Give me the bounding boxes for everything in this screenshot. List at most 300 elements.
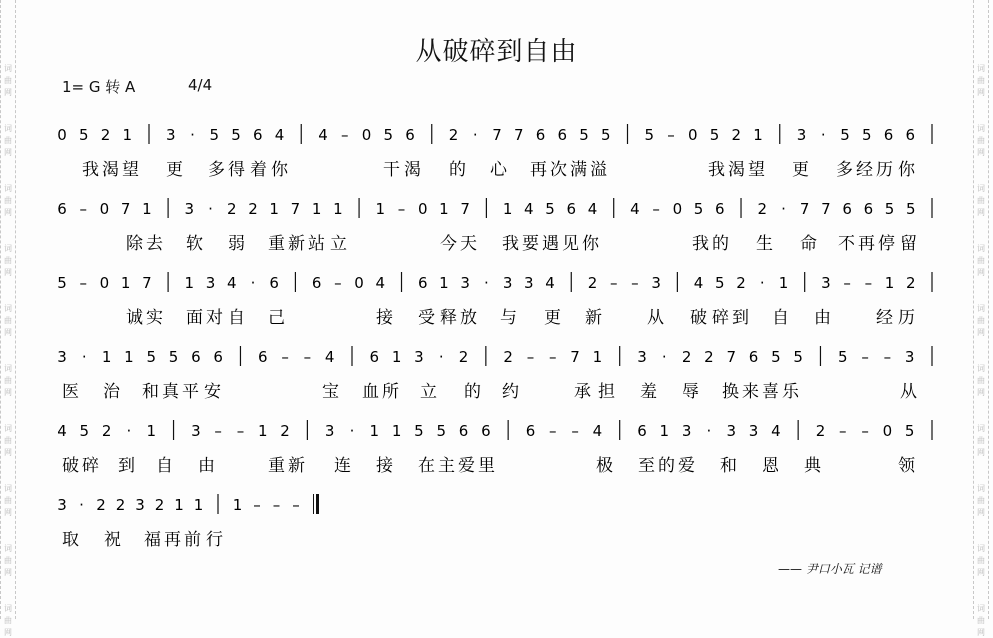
lyric-char: 行: [206, 530, 223, 550]
note: 3: [748, 422, 759, 440]
dot-mark: ·: [706, 422, 712, 440]
lyric-char: 由: [198, 456, 215, 476]
lyric-char: 站: [308, 234, 325, 254]
lyric-char: 至: [638, 456, 655, 476]
lyric-char: 要: [522, 234, 539, 254]
lyric-char: 到: [732, 308, 749, 328]
note: 0: [99, 200, 110, 218]
watermark-glyph: 曲: [4, 136, 12, 145]
lyric-char: 由: [814, 308, 831, 328]
note: 4: [57, 422, 67, 440]
dash-mark: –: [864, 274, 873, 292]
lyric-char: 从: [647, 308, 664, 328]
lyric-char: 的: [712, 234, 729, 254]
note: 5: [840, 126, 850, 144]
lyric-char: 渴: [404, 160, 421, 180]
lyric-char: 的: [464, 382, 481, 402]
watermark-glyph: 曲: [4, 316, 12, 325]
note: 2: [100, 126, 111, 144]
note: 1: [369, 422, 380, 440]
note: 2: [115, 496, 126, 514]
note: 2: [815, 422, 826, 440]
note: 1: [502, 200, 513, 218]
lyric-char: 自: [228, 308, 245, 328]
lyric-char: 望: [122, 160, 139, 180]
lyric-char: 喜: [762, 382, 779, 402]
dash-mark: –: [341, 126, 349, 144]
watermark-glyph: 曲: [4, 256, 12, 265]
note: 6: [883, 126, 894, 144]
note: 3: [796, 126, 807, 144]
lyric-char: 真: [162, 382, 179, 402]
note: 3: [726, 422, 737, 440]
note: 4: [524, 200, 534, 218]
note: 2: [503, 348, 513, 366]
lyric-char: 遇: [542, 234, 559, 254]
lyric-char: 更: [792, 160, 809, 180]
watermark-glyph: 网: [4, 568, 12, 577]
lyric-char: 前: [184, 530, 201, 550]
note: 5: [644, 126, 655, 144]
lyric-char: 自: [156, 456, 173, 476]
lyric-char: 极: [596, 456, 613, 476]
watermark-glyph: 网: [4, 508, 12, 517]
dot-mark: ·: [126, 422, 132, 440]
note: 6: [637, 422, 647, 440]
lyric-char: 你: [582, 234, 599, 254]
note: 6: [481, 422, 491, 440]
note: 5: [78, 126, 89, 144]
transcriber-credit: —— 尹口小瓦 记谱: [778, 562, 882, 576]
watermark-glyph: 曲: [977, 556, 985, 565]
dot-mark: ·: [661, 348, 667, 366]
note: 4: [324, 348, 335, 366]
lyric-char: 到: [118, 456, 135, 476]
note: 6: [748, 348, 759, 366]
lyric-char: 弱: [228, 234, 245, 254]
note: 7: [460, 200, 470, 218]
dot-mark: ·: [781, 200, 786, 218]
dash-mark: –: [549, 348, 557, 366]
watermark-glyph: 词: [4, 424, 12, 433]
lyric-char: 新: [288, 234, 305, 254]
note: 2: [96, 496, 106, 514]
note: 1: [142, 200, 152, 218]
watermark-glyph: 网: [977, 328, 985, 337]
lyric-char: 我: [82, 160, 99, 180]
dash-mark: –: [253, 496, 261, 514]
lyric-char: 溢: [590, 160, 607, 180]
lyric-char: 得: [228, 160, 245, 180]
note: 1: [101, 348, 112, 366]
dash-mark: –: [272, 496, 281, 514]
dash-mark: –: [334, 274, 342, 292]
lyric-char: 乐: [782, 382, 799, 402]
dash-mark: –: [526, 348, 535, 366]
lyric-char: 你: [271, 160, 288, 180]
note: 1: [146, 422, 157, 440]
note: 2: [704, 348, 714, 366]
note: 2: [448, 126, 459, 144]
watermark-glyph: 网: [4, 88, 12, 97]
watermark-glyph: 网: [4, 148, 12, 157]
lyric-char: 你: [898, 160, 915, 180]
watermark-glyph: 网: [4, 448, 12, 457]
note: 2: [248, 200, 258, 218]
lyric-char: 新: [585, 308, 602, 328]
dot-mark: ·: [483, 274, 489, 292]
note: 0: [687, 126, 698, 144]
watermark-glyph: 词: [4, 484, 12, 493]
note: 2: [736, 274, 746, 292]
lyric-char: 多: [836, 160, 853, 180]
watermark-glyph: 网: [977, 628, 985, 637]
watermark-glyph: 网: [977, 208, 985, 217]
lyric-char: 安: [204, 382, 221, 402]
lyric-char: 辱: [682, 382, 699, 402]
lyric-char: 除: [126, 234, 143, 254]
lyric-char: 平: [182, 382, 199, 402]
dash-mark: –: [549, 422, 557, 440]
lyric-char: 生: [756, 234, 773, 254]
dash-mark: –: [281, 348, 289, 366]
note: 1: [232, 496, 243, 514]
note: 7: [513, 126, 524, 144]
note: 7: [726, 348, 737, 366]
lyric-char: 渴: [728, 160, 745, 180]
note: 7: [821, 200, 831, 218]
watermark-glyph: 网: [977, 448, 985, 457]
lyric-char: 祝: [104, 530, 121, 550]
lyric-char: 血: [362, 382, 379, 402]
lyric-char: 接: [376, 308, 393, 328]
lyric-char: 典: [804, 456, 821, 476]
note: 4: [587, 200, 598, 218]
note: 7: [799, 200, 810, 218]
note: 5: [414, 422, 424, 440]
dash-mark: –: [839, 422, 847, 440]
note: 2: [906, 274, 916, 292]
note: 5: [715, 274, 725, 292]
lyric-char: 满: [570, 160, 587, 180]
lyric-char: 我: [708, 160, 725, 180]
note: 1: [439, 274, 449, 292]
lyric-char: 命: [800, 234, 817, 254]
note: 1: [333, 200, 343, 218]
lyric-char: 经: [876, 308, 893, 328]
dot-mark: ·: [472, 126, 478, 144]
note: 0: [57, 126, 67, 144]
dash-mark: –: [631, 274, 639, 292]
watermark-glyph: 词: [4, 184, 12, 193]
note: 5: [693, 200, 704, 218]
dash-mark: –: [883, 348, 892, 366]
watermark-glyph: 曲: [4, 436, 12, 445]
watermark-glyph: 曲: [977, 316, 985, 325]
note: 5: [861, 126, 872, 144]
lyric-char: 承: [574, 382, 591, 402]
dot-mark: ·: [820, 126, 826, 144]
note: 6: [252, 126, 263, 144]
lyric-char: 与: [500, 308, 517, 328]
note: 3: [414, 348, 424, 366]
dash-mark: –: [861, 422, 869, 440]
note: 3: [324, 422, 335, 440]
note: 6: [405, 126, 415, 144]
note: 5: [771, 348, 781, 366]
note: 0: [672, 200, 683, 218]
note: 0: [417, 200, 428, 218]
note: 1: [753, 126, 763, 144]
dot-mark: ·: [759, 274, 765, 292]
dot-mark: ·: [208, 200, 213, 218]
dash-mark: –: [214, 422, 222, 440]
watermark-glyph: 曲: [4, 496, 12, 505]
watermark-glyph: 网: [977, 268, 985, 277]
lyric-char: 天: [460, 234, 477, 254]
note: 6: [842, 200, 852, 218]
note: 6: [863, 200, 874, 218]
lyric-char: 从: [900, 382, 917, 402]
note: 3: [165, 126, 176, 144]
watermark-glyph: 网: [977, 388, 985, 397]
note: 5: [209, 126, 220, 144]
note: 0: [99, 274, 110, 292]
watermark-glyph: 曲: [977, 196, 985, 205]
note: 5: [168, 348, 179, 366]
lyric-char: 换: [722, 382, 739, 402]
note: 7: [290, 200, 301, 218]
note: 3: [681, 422, 692, 440]
note: 1: [120, 274, 131, 292]
note: 4: [545, 274, 555, 292]
dot-mark: ·: [81, 348, 87, 366]
watermark-glyph: 网: [4, 388, 12, 397]
lyric-char: 羞: [640, 382, 657, 402]
lyric-char: 再: [530, 160, 547, 180]
watermark-glyph: 曲: [977, 76, 985, 85]
note: 6: [458, 422, 469, 440]
note: 1: [174, 496, 184, 514]
note: 6: [257, 348, 268, 366]
lyric-char: 心: [490, 160, 507, 180]
note: 1: [311, 200, 322, 218]
lyric-char: 经: [856, 160, 873, 180]
lyric-char: 更: [544, 308, 561, 328]
note: 5: [579, 126, 589, 144]
lyric-char: 自: [772, 308, 789, 328]
note: 2: [587, 274, 598, 292]
note: 7: [492, 126, 502, 144]
note: 4: [226, 274, 237, 292]
lyric-char: 领: [898, 456, 915, 476]
watermark-glyph: 曲: [4, 556, 12, 565]
note: 5: [57, 274, 67, 292]
note: 5: [709, 126, 720, 144]
note: 3: [184, 200, 195, 218]
lyric-char: 着: [250, 160, 267, 180]
note: 1: [257, 422, 268, 440]
dash-mark: –: [652, 200, 660, 218]
watermark-glyph: 词: [977, 604, 985, 613]
note: 2: [226, 200, 237, 218]
note: 5: [600, 126, 611, 144]
watermark-glyph: 词: [977, 304, 985, 313]
note: 5: [231, 126, 241, 144]
note: 5: [884, 200, 895, 218]
lyric-char: 连: [334, 456, 351, 476]
note: 6: [311, 274, 322, 292]
note: 3: [637, 348, 647, 366]
note: 7: [142, 274, 152, 292]
note: 0: [882, 422, 893, 440]
note: 4: [375, 274, 386, 292]
note: 1: [592, 348, 603, 366]
time-signature: 4/4: [188, 76, 213, 94]
lyric-char: 重: [268, 456, 285, 476]
lyric-char: 取: [62, 530, 79, 550]
note: 6: [191, 348, 201, 366]
note: 5: [837, 348, 848, 366]
lyric-char: 历: [876, 160, 893, 180]
lyric-char: 对: [206, 308, 223, 328]
watermark-glyph: 曲: [4, 196, 12, 205]
lyric-char: 的: [658, 456, 675, 476]
note: 3: [57, 496, 67, 514]
watermark-glyph: 网: [977, 568, 985, 577]
dash-mark: –: [303, 348, 312, 366]
dash-mark: –: [397, 200, 406, 218]
note: 1: [122, 126, 133, 144]
watermark-glyph: 曲: [977, 436, 985, 445]
watermark-glyph: 词: [977, 244, 985, 253]
lyric-char: 接: [376, 456, 393, 476]
lyric-char: 担: [598, 382, 615, 402]
dot-mark: ·: [79, 496, 84, 514]
watermark-glyph: 网: [4, 628, 12, 637]
watermark-glyph: 词: [4, 244, 12, 253]
lyric-char: 望: [748, 160, 765, 180]
watermark-glyph: 网: [977, 508, 985, 517]
note: 5: [436, 422, 447, 440]
note: 3: [524, 274, 534, 292]
dash-mark: –: [571, 422, 579, 440]
lyric-char: 不: [838, 234, 855, 254]
note: 2: [681, 348, 692, 366]
lyric-char: 我: [692, 234, 709, 254]
watermark-glyph: 曲: [977, 496, 985, 505]
note: 3: [57, 348, 67, 366]
watermark-glyph: 网: [4, 208, 12, 217]
watermark-glyph: 曲: [4, 616, 12, 625]
watermark-glyph: 曲: [977, 136, 985, 145]
note: 6: [417, 274, 428, 292]
lyric-char: 来: [742, 382, 759, 402]
note: 3: [502, 274, 513, 292]
note: 1: [124, 348, 134, 366]
note: 2: [280, 422, 290, 440]
lyric-char: 软: [186, 234, 203, 254]
note: 4: [693, 274, 704, 292]
lyric-char: 诚: [126, 308, 143, 328]
lyric-char: 去: [146, 234, 163, 254]
dot-mark: ·: [250, 274, 256, 292]
note: 1: [193, 496, 204, 514]
lyric-char: 医: [62, 382, 79, 402]
lyric-char: 破: [62, 456, 79, 476]
watermark-glyph: 词: [4, 544, 12, 553]
note: 7: [120, 200, 131, 218]
lyric-char: 宝: [322, 382, 339, 402]
lyric-char: 实: [146, 308, 163, 328]
lyric-char: 再: [858, 234, 875, 254]
dash-mark: –: [79, 274, 87, 292]
watermark-glyph: 曲: [4, 76, 12, 85]
lyric-char: 留: [900, 234, 917, 254]
watermark-glyph: 网: [977, 148, 985, 157]
watermark-glyph: 网: [4, 268, 12, 277]
note: 6: [715, 200, 725, 218]
lyric-char: 爱: [678, 456, 695, 476]
lyric-char: 历: [898, 308, 915, 328]
note: 1: [391, 348, 402, 366]
note: 1: [659, 422, 670, 440]
lyric-char: 主: [438, 456, 455, 476]
watermark-glyph: 曲: [977, 376, 985, 385]
lyric-char: 重: [268, 234, 285, 254]
lyric-char: 我: [502, 234, 519, 254]
note: 0: [354, 274, 364, 292]
lyric-char: 渴: [102, 160, 119, 180]
lyric-char: 干: [383, 160, 400, 180]
watermark-glyph: 曲: [977, 616, 985, 625]
note: 2: [101, 422, 112, 440]
watermark-glyph: 网: [977, 88, 985, 97]
watermark-glyph: 曲: [4, 376, 12, 385]
note: 4: [318, 126, 328, 144]
lyric-char: 碎: [712, 308, 729, 328]
lyric-char: 在: [418, 456, 435, 476]
dot-mark: ·: [438, 348, 444, 366]
lyric-char: 的: [449, 160, 466, 180]
note: 6: [525, 422, 536, 440]
dash-mark: –: [79, 200, 87, 218]
note: 3: [191, 422, 201, 440]
watermark-glyph: 词: [4, 364, 12, 373]
note: 2: [731, 126, 742, 144]
note: 1: [391, 422, 402, 440]
watermark-glyph: 词: [977, 184, 985, 193]
note: 1: [778, 274, 789, 292]
lyric-char: 所: [382, 382, 399, 402]
watermark-glyph: 网: [4, 328, 12, 337]
watermark-glyph: 词: [4, 64, 12, 73]
note: 3: [135, 496, 145, 514]
lyric-char: 福: [144, 530, 161, 550]
note: 3: [651, 274, 661, 292]
lyric-char: 己: [268, 308, 285, 328]
watermark-glyph: 词: [977, 364, 985, 373]
watermark-glyph: 词: [4, 304, 12, 313]
watermark-glyph: 词: [977, 484, 985, 493]
note: 5: [793, 348, 803, 366]
note: 6: [369, 348, 380, 366]
song-title: 从破碎到自由: [415, 37, 578, 67]
lyric-char: 立: [330, 234, 347, 254]
lyric-char: 破: [690, 308, 707, 328]
watermark-glyph: 词: [977, 424, 985, 433]
lyric-char: 碎: [82, 456, 99, 476]
